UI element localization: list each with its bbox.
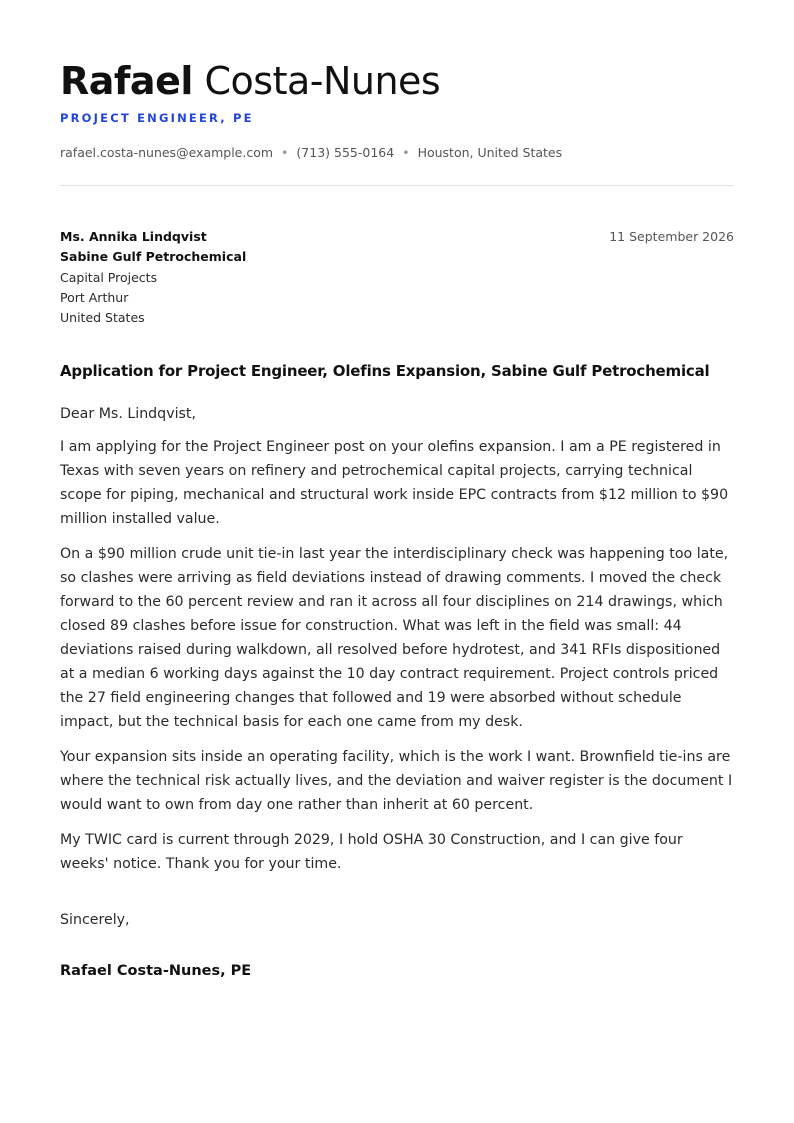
header-divider — [60, 185, 734, 186]
salutation: Dear Ms. Lindqvist, — [60, 406, 196, 422]
contact-separator: • — [402, 145, 410, 160]
contact-separator: • — [281, 145, 289, 160]
applicant-last-name: Costa-Nunes — [204, 59, 441, 103]
closing: Sincerely, — [60, 912, 130, 928]
body-paragraph: On a $90 million crude unit tie-in last year the interdisciplinary check was happening too late, so clashes were arriving as field deviations instead of drawing comments. I moved the check forward to the 60 percent review and ran it across all four disciplines on 214 drawings, which closed 89 clashes before issue for construction. What was left in the field was small: 44 deviations raised during walkdown, all resolved before hydrotest, and 341 RFIs dispositioned at a median 6 working days against the 10 day contract requirement. Project controls priced the 27 field engineering changes that followed and 19 were absorbed without schedule impact, but the technical basis for each one came from my desk. — [60, 546, 729, 730]
body-paragraph: I am applying for the Project Engineer post on your olefins expansion. I am a PE registered in Texas with seven years on refinery and petrochemical capital projects, carrying technical scope for piping, mechanical and structural work inside EPC contracts from $12 million to $90 million installed value. — [60, 439, 729, 527]
contact-email[interactable]: rafael.costa-nunes@example.com — [60, 145, 274, 160]
recipient-city: Port Arthur — [60, 289, 129, 305]
recipient-company: Sabine Gulf Petrochemical — [60, 249, 247, 265]
letter-date: 11 September 2026 — [609, 229, 734, 244]
contact-phone[interactable]: (713) 555-0164 — [296, 145, 395, 160]
recipient-department: Capital Projects — [60, 269, 158, 285]
signature: Rafael Costa-Nunes, PE — [60, 963, 252, 979]
recipient-block — [60, 227, 246, 328]
applicant-job-title: PROJECT ENGINEER, PE — [60, 111, 254, 125]
letter-body — [60, 402, 734, 887]
recipient-name: Ms. Annika Lindqvist — [60, 229, 207, 244]
body-paragraph: My TWIC card is current through 2029, I hold OSHA 30 Construction, and I can give four weeks' notice. Thank you for your time. — [60, 832, 683, 872]
letter-subject: Application for Project Engineer, Olefins Expansion, Sabine Gulf Petrochemical — [60, 362, 710, 380]
recipient-country: United States — [60, 310, 145, 326]
body-paragraph: Your expansion sits inside an operating facility, which is the work I want. Brownfield tie-ins are where the technical risk actually lives, and the deviation and waiver register is the document I would want to own from day one rather than inherit at 60 percent. — [60, 749, 733, 813]
applicant-name — [60, 58, 440, 104]
applicant-first-name: Rafael — [60, 59, 193, 103]
contact-location: Houston, United States — [417, 145, 563, 160]
contact-line — [60, 145, 562, 160]
